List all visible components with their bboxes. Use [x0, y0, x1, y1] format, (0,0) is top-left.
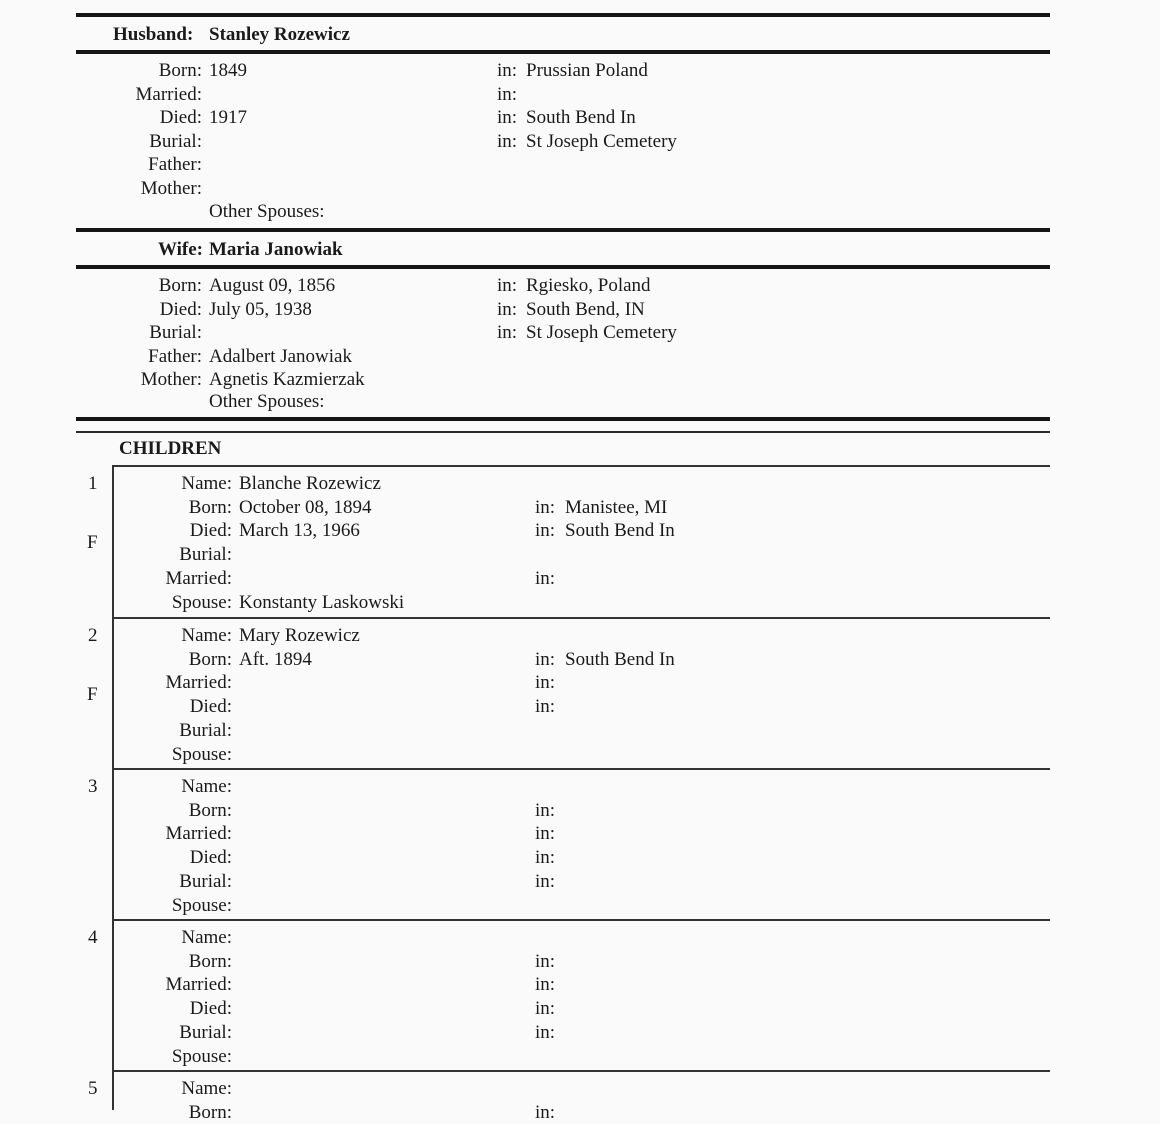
child-field-value: Aft. 1894: [239, 648, 312, 670]
wife-name: Maria Janowiak: [209, 239, 343, 260]
husband-field-place: Prussian Poland: [526, 60, 648, 81]
child-field-place: South Bend In: [565, 648, 675, 670]
husband-field-label: Born:: [158, 60, 202, 81]
child-field-value: March 13, 1966: [239, 520, 360, 542]
child-field-label: Died:: [189, 847, 232, 869]
husband-field-value: 1849: [209, 60, 247, 81]
child-field-label: Born:: [188, 496, 232, 518]
child-field-value: Konstanty Laskowski: [239, 591, 405, 613]
husband-name: Stanley Rozewicz: [209, 24, 350, 45]
child-field-in-label: in:: [535, 998, 556, 1020]
child-field-label: Spouse:: [171, 743, 232, 765]
husband-field-in-label: in:: [497, 130, 518, 152]
child-number: 4: [88, 927, 98, 948]
child-separator: [112, 617, 1050, 619]
child-field-label: Spouse:: [171, 894, 232, 916]
husband-field-label: Burial:: [149, 130, 202, 152]
child-field-label: Married:: [165, 974, 232, 996]
wife-field-label: Burial:: [149, 322, 202, 344]
child-number: 5: [88, 1078, 98, 1099]
wife-field-label: Father:: [148, 345, 202, 367]
husband-field-place: South Bend In: [526, 107, 636, 129]
child-separator: [112, 768, 1050, 770]
wife-field-in-label: in:: [497, 298, 518, 320]
husband-field-place: St Joseph Cemetery: [526, 130, 677, 152]
wife-heading-label: Wife:: [157, 239, 203, 260]
wife-field-value: July 05, 1938: [209, 298, 312, 320]
child-field-label: Born:: [188, 1101, 232, 1123]
child-field-label: Name:: [181, 776, 232, 797]
child-field-label: Spouse:: [171, 591, 232, 613]
wife-field-label: Born:: [158, 275, 202, 296]
wife-heading-rule: [76, 265, 1050, 269]
children-heading: CHILDREN: [119, 438, 222, 459]
child-field-value: Blanche Rozewicz: [239, 473, 381, 494]
child-field-in-label: in:: [535, 1021, 556, 1043]
husband-heading-rule: [76, 50, 1050, 54]
child-field-label: Burial:: [179, 1021, 232, 1043]
child-separator: [112, 465, 1050, 467]
child-field-value: October 08, 1894: [239, 496, 372, 518]
child-field-in-label: in:: [535, 950, 556, 972]
child-field-in-label: in:: [535, 1101, 556, 1123]
child-field-label: Burial:: [179, 719, 232, 741]
wife-field-value: August 09, 1856: [209, 275, 336, 296]
child-sex: F: [87, 532, 98, 553]
child-number: 1: [88, 473, 98, 494]
wife-field-place: St Joseph Cemetery: [526, 322, 677, 344]
wife-field-label: Died:: [159, 298, 202, 320]
child-field-value: Mary Rozewicz: [239, 625, 360, 646]
child-field-in-label: in:: [535, 870, 556, 892]
child-field-label: Married:: [165, 672, 232, 694]
wife-field-value: Adalbert Janowiak: [209, 345, 352, 367]
child-separator: [112, 919, 1050, 921]
wife-field-in-label: in:: [497, 322, 518, 344]
child-field-label: Died:: [189, 520, 232, 542]
child-field-label: Married:: [165, 823, 232, 845]
child-field-in-label: in:: [535, 847, 556, 869]
husband-field-value: 1917: [209, 107, 247, 129]
child-field-label: Married:: [165, 567, 232, 589]
child-field-in-label: in:: [535, 520, 556, 542]
husband-field-in-label: in:: [497, 83, 518, 105]
husband-field-in-label: in:: [497, 60, 518, 81]
children-top-rule: [76, 417, 1050, 421]
husband-field-label: Married:: [135, 83, 202, 105]
husband-field-in-label: in:: [497, 107, 518, 129]
child-field-label: Name:: [181, 927, 232, 948]
child-field-label: Born:: [188, 648, 232, 670]
child-field-label: Burial:: [179, 870, 232, 892]
child-field-label: Burial:: [179, 544, 232, 566]
wife-top-rule: [76, 228, 1050, 232]
children-top-rule-thin: [76, 431, 1050, 433]
child-field-in-label: in:: [535, 696, 556, 718]
husband-field-label: Mother:: [140, 178, 202, 199]
husband-field-label: Died:: [159, 107, 202, 129]
child-field-label: Spouse:: [171, 1045, 232, 1067]
child-field-in-label: in:: [535, 496, 556, 518]
child-field-in-label: in:: [535, 672, 556, 694]
husband-heading-label: Husband:: [113, 24, 194, 45]
child-separator: [112, 1070, 1050, 1072]
child-field-in-label: in:: [535, 974, 556, 996]
wife-other-spouses: Other Spouses:: [209, 391, 325, 412]
wife-field-value: Agnetis Kazmierzak: [209, 369, 365, 391]
husband-field-label: Father:: [148, 154, 202, 176]
child-field-label: Died:: [189, 998, 232, 1020]
child-field-label: Name:: [181, 1078, 232, 1099]
wife-field-label: Mother:: [140, 369, 202, 391]
top-rule: [76, 13, 1050, 17]
wife-field-place: Rgiesko, Poland: [526, 275, 651, 296]
child-field-label: Name:: [181, 625, 232, 646]
child-field-label: Name:: [181, 473, 232, 494]
child-number: 3: [88, 776, 98, 797]
child-field-in-label: in:: [535, 567, 556, 589]
child-field-label: Born:: [188, 950, 232, 972]
child-number: 2: [88, 625, 98, 646]
child-field-label: Died:: [189, 696, 232, 718]
child-sex: F: [87, 684, 98, 705]
child-field-in-label: in:: [535, 648, 556, 670]
wife-field-place: South Bend, IN: [526, 298, 645, 320]
child-field-in-label: in:: [535, 799, 556, 821]
child-field-in-label: in:: [535, 823, 556, 845]
husband-other-spouses: Other Spouses:: [209, 201, 325, 222]
child-field-place: South Bend In: [565, 520, 675, 542]
child-field-place: Manistee, MI: [565, 496, 668, 518]
wife-field-in-label: in:: [497, 275, 518, 296]
child-field-label: Born:: [188, 799, 232, 821]
